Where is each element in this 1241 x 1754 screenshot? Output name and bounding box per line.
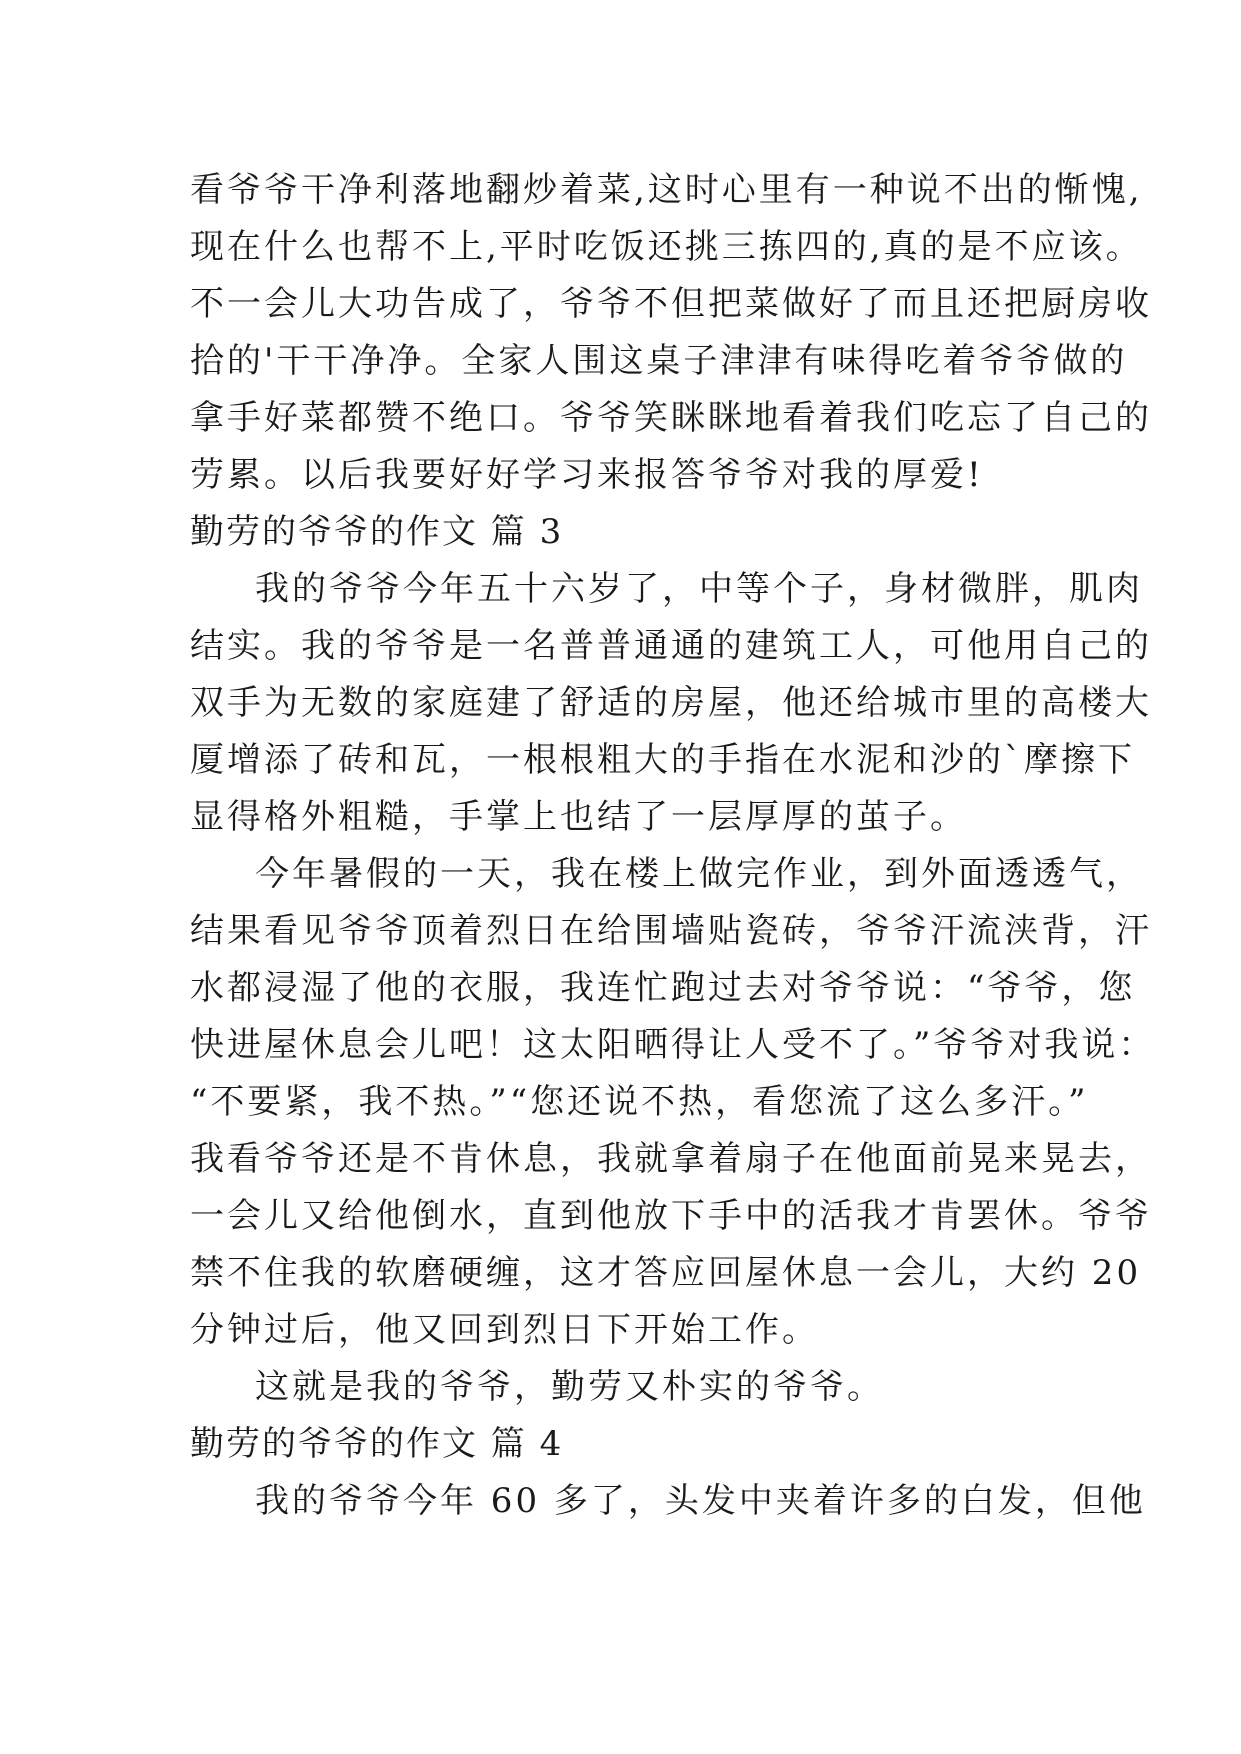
section-heading: 勤劳的爷爷的作文 篇 4 <box>190 1424 564 1464</box>
paragraph-line: 禁不住我的软磨硬缠，这才答应回屋休息一会儿，大约 20 <box>190 1253 1142 1293</box>
paragraph-line: 双手为无数的家庭建了舒适的房屋，他还给城市里的高楼大 <box>190 683 1152 723</box>
paragraph-line: 我的爷爷今年 60 多了，头发中夹着许多的白发，但他 <box>255 1481 1146 1521</box>
paragraph-line: 劳累。以后我要好好学习来报答爷爷对我的厚爱! <box>190 455 984 495</box>
paragraph-line: 水都浸湿了他的衣服，我连忙跑过去对爷爷说：“爷爷，您 <box>190 968 1136 1008</box>
paragraph-line: 今年暑假的一天，我在楼上做完作业，到外面透透气， <box>255 854 1143 894</box>
paragraph-line: 我看爷爷还是不肯休息，我就拿着扇子在他面前晃来晃去， <box>190 1139 1152 1179</box>
paragraph-line: 厦增添了砖和瓦，一根根粗大的手指在水泥和沙的`摩擦下 <box>190 740 1135 780</box>
paragraph-line: 不一会儿大功告成了，爷爷不但把菜做好了而且还把厨房收 <box>190 284 1152 324</box>
section-heading: 勤劳的爷爷的作文 篇 3 <box>190 512 564 552</box>
paragraph-line: 分钟过后，他又回到烈日下开始工作。 <box>190 1310 819 1350</box>
paragraph-line: 我的爷爷今年五十六岁了，中等个子，身材微胖，肌肉 <box>255 569 1143 609</box>
paragraph-line: “不要紧，我不热。”“您还说不热，看您流了这么多汗。” <box>190 1082 1089 1122</box>
paragraph-line: 结实。我的爷爷是一名普普通通的建筑工人，可他用自己的 <box>190 626 1152 666</box>
paragraph-line: 拾的'干干净净。全家人围这桌子津津有味得吃着爷爷做的 <box>190 341 1128 381</box>
paragraph-line: 看爷爷干净利落地翻炒着菜,这时心里有一种说不出的惭愧, <box>190 170 1143 210</box>
paragraph-line: 结果看见爷爷顶着烈日在给围墙贴瓷砖，爷爷汗流浃背，汗 <box>190 911 1152 951</box>
paragraph-line: 一会儿又给他倒水，直到他放下手中的活我才肯罢休。爷爷 <box>190 1196 1152 1236</box>
paragraph-line: 拿手好菜都赞不绝口。爷爷笑眯眯地看着我们吃忘了自己的 <box>190 398 1152 438</box>
paragraph-line: 显得格外粗糙，手掌上也结了一层厚厚的茧子。 <box>190 797 967 837</box>
paragraph-line: 快进屋休息会儿吧！这太阳晒得让人受不了。”爷爷对我说： <box>190 1025 1156 1065</box>
paragraph-line: 这就是我的爷爷，勤劳又朴实的爷爷。 <box>255 1367 884 1407</box>
paragraph-line: 现在什么也帮不上,平时吃饭还挑三拣四的,真的是不应该。 <box>190 227 1143 267</box>
